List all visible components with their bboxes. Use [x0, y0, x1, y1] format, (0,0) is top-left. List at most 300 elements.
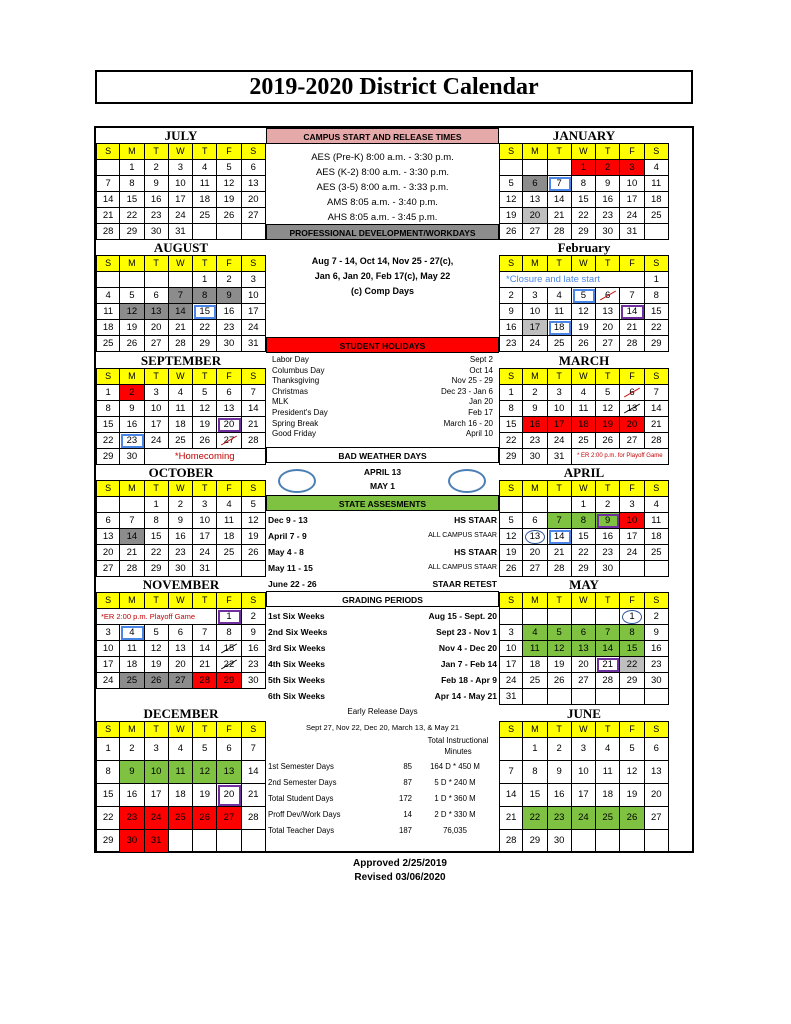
day-cell: 15	[572, 529, 596, 545]
month-name: DECEMBER	[96, 706, 266, 722]
week-row	[499, 401, 669, 417]
day-cell: 8	[572, 513, 596, 529]
day-cell: 22	[193, 320, 217, 336]
weekday-cell: F	[217, 481, 241, 497]
approved-date: Approved 2/25/2019	[353, 858, 447, 869]
weekday-cell: F	[217, 593, 241, 609]
day-cell: 25	[645, 208, 669, 224]
weekday-cell: S	[96, 256, 120, 272]
day-cell: 25	[193, 208, 217, 224]
day-cell: 28	[548, 224, 572, 240]
weekday-cell: S	[242, 256, 266, 272]
day-cell: 14	[499, 784, 523, 807]
day-cell: 28	[596, 673, 620, 689]
weekday-cell: S	[499, 481, 523, 497]
day-cell: 13	[96, 529, 120, 545]
day-cell: 24	[620, 545, 644, 561]
day-cell: 7	[242, 738, 266, 761]
campus-line: AES (Pre-K) 8:00 a.m. - 3:30 p.m.	[311, 152, 454, 163]
weekday-cell: T	[145, 256, 169, 272]
day-cell	[596, 830, 620, 853]
day-cell: 21	[242, 784, 266, 807]
cloud-icon	[278, 469, 316, 493]
day-cell: 2	[242, 609, 266, 625]
day-cell: 20	[217, 784, 241, 807]
day-cell: 4	[645, 160, 669, 176]
week-row	[96, 304, 266, 320]
month-name: February	[499, 240, 669, 256]
holiday-row: Thanksgiving Nov 25 - 29	[272, 376, 493, 386]
weekday-cell: F	[620, 722, 644, 738]
day-cell: 26	[499, 561, 523, 577]
month-october	[96, 465, 266, 577]
day-cell: 16	[120, 784, 144, 807]
week-row	[96, 208, 266, 224]
day-cell: 11	[523, 641, 547, 657]
day-cell: 4	[217, 497, 241, 513]
week-row	[96, 738, 266, 761]
weekday-cell: M	[120, 369, 144, 385]
month-note: *ER 2:00 p.m. Playoff Game	[96, 609, 217, 625]
day-cell: 23	[499, 336, 523, 352]
weekday-cell: M	[120, 593, 144, 609]
weekday-cell: T	[548, 593, 572, 609]
day-cell: 16	[548, 784, 572, 807]
day-cell: 10	[96, 641, 120, 657]
day-cell: 1	[523, 738, 547, 761]
day-cell: 11	[572, 401, 596, 417]
week-row	[499, 561, 669, 577]
day-cell: 9	[499, 304, 523, 320]
day-cell: 12	[193, 761, 217, 784]
day-cell: 7	[242, 385, 266, 401]
day-cell	[169, 830, 193, 853]
week-row	[96, 830, 266, 853]
staar-header: STATE ASSESMENTS	[266, 495, 499, 511]
day-cell: 18	[169, 784, 193, 807]
day-cell: 1	[145, 497, 169, 513]
day-cell: 10	[145, 761, 169, 784]
staar-row: May 11 - 15 ALL CAMPUS STAAR	[268, 563, 497, 573]
day-cell: 12	[499, 529, 523, 545]
day-cell: 11	[169, 761, 193, 784]
day-cell: 25	[548, 336, 572, 352]
day-cell: 17	[145, 417, 169, 433]
day-cell: 2	[596, 160, 620, 176]
day-cell: 3	[169, 160, 193, 176]
day-cell: 26	[242, 545, 266, 561]
day-cell: 30	[169, 561, 193, 577]
day-cell: 24	[145, 433, 169, 449]
pd-line: Jan 6, Jan 20, Feb 17(c), May 22	[314, 271, 451, 281]
weekday-cell: S	[499, 256, 523, 272]
day-cell: 2	[120, 738, 144, 761]
weekday-cell: T	[596, 369, 620, 385]
weekday-cell: M	[523, 144, 547, 160]
day-cell: 30	[217, 336, 241, 352]
day-cell: 6	[96, 513, 120, 529]
holiday-row: MLK Jan 20	[272, 397, 493, 407]
week-row	[499, 513, 669, 529]
week-row	[96, 657, 266, 673]
week-row	[96, 192, 266, 208]
campus-line: AES (3-5) 8:00 a.m. - 3:33 p.m.	[316, 182, 449, 193]
day-cell: 13	[645, 761, 669, 784]
day-cell: 27	[169, 673, 193, 689]
day-cell: 16	[217, 304, 241, 320]
pd-line: Aug 7 - 14, Oct 14, Nov 25 - 27(c),	[311, 256, 454, 266]
day-cell	[242, 830, 266, 853]
day-cell: 28	[120, 561, 144, 577]
day-cell: 6	[645, 738, 669, 761]
day-cell	[548, 609, 572, 625]
day-cell	[548, 497, 572, 513]
day-cell: 22	[620, 657, 644, 673]
day-cell	[548, 689, 572, 705]
weekday-cell: S	[499, 722, 523, 738]
day-cell: 20	[145, 320, 169, 336]
day-cell: 23	[217, 320, 241, 336]
day-cell: 29	[96, 449, 120, 465]
week-row	[96, 641, 266, 657]
day-cell: 13	[217, 761, 241, 784]
weekday-cell: S	[645, 256, 669, 272]
day-cell: 8	[96, 761, 120, 784]
day-cell: 30	[120, 449, 144, 465]
day-cell: 6	[572, 625, 596, 641]
day-cell: 21	[620, 320, 644, 336]
day-cell: 5	[193, 738, 217, 761]
day-cell	[645, 561, 669, 577]
day-cell: 14	[596, 641, 620, 657]
holiday-row: Spring Break March 16 - 20	[272, 418, 493, 428]
day-cell: 17	[523, 320, 547, 336]
day-cell: 8	[96, 401, 120, 417]
day-cell: 12	[572, 304, 596, 320]
month-august	[96, 240, 266, 352]
day-cell: 23	[596, 208, 620, 224]
day-cell	[217, 224, 241, 240]
weekday-row	[96, 144, 266, 160]
day-cell: 3	[145, 738, 169, 761]
day-cell: 14	[645, 401, 669, 417]
month-name: AUGUST	[96, 240, 266, 256]
day-cell: 20	[645, 784, 669, 807]
day-cell: 4	[572, 385, 596, 401]
day-cell: 7	[169, 288, 193, 304]
day-cell: 10	[620, 513, 644, 529]
day-cell	[193, 224, 217, 240]
day-cell: 2	[645, 609, 669, 625]
day-cell: 11	[169, 401, 193, 417]
day-cell: 23	[596, 545, 620, 561]
week-row	[499, 689, 669, 705]
day-cell: 13	[572, 641, 596, 657]
day-cell: 12	[596, 401, 620, 417]
week-row	[499, 449, 669, 465]
day-cell: 19	[499, 545, 523, 561]
day-cell: 21	[548, 208, 572, 224]
day-cell	[120, 497, 144, 513]
weather-days	[266, 463, 499, 495]
day-cell: 1	[96, 385, 120, 401]
day-cell: 7	[193, 625, 217, 641]
day-cell: 17	[572, 784, 596, 807]
day-cell: 5	[572, 288, 596, 304]
day-cell: 17	[145, 784, 169, 807]
week-row	[499, 433, 669, 449]
day-cell: 1	[193, 272, 217, 288]
day-cell: 15	[499, 417, 523, 433]
day-cell: 11	[596, 761, 620, 784]
day-cell: 17	[620, 192, 644, 208]
day-cell: 12	[145, 641, 169, 657]
day-cell: 19	[242, 529, 266, 545]
weekday-cell: T	[145, 593, 169, 609]
day-cell: 16	[145, 192, 169, 208]
day-cell: 7	[120, 513, 144, 529]
day-cell: 16	[242, 641, 266, 657]
holiday-row: Labor Day Sept 2	[272, 355, 493, 364]
holiday-row: Good Friday April 10	[272, 429, 493, 439]
weekday-row	[499, 593, 669, 609]
stats-row: 1st Semester Days 85 164 D * 450 M	[268, 762, 480, 771]
weekday-cell: S	[499, 144, 523, 160]
day-cell: 2	[499, 288, 523, 304]
weather-day: APRIL 13	[363, 467, 402, 477]
day-cell: 28	[193, 673, 217, 689]
week-row	[96, 497, 266, 513]
day-cell: 29	[523, 830, 547, 853]
day-cell: 3	[523, 288, 547, 304]
day-cell: 10	[242, 288, 266, 304]
day-cell: 14	[242, 761, 266, 784]
day-cell: 18	[523, 657, 547, 673]
week-row	[499, 224, 669, 240]
weekday-cell: T	[596, 144, 620, 160]
day-cell: 21	[596, 657, 620, 673]
day-cell: 23	[645, 657, 669, 673]
weekday-cell: M	[523, 593, 547, 609]
day-cell: 27	[523, 561, 547, 577]
day-cell: 11	[217, 513, 241, 529]
month-june	[499, 706, 669, 853]
weekday-cell: S	[242, 144, 266, 160]
grading-row: 6th Six Weeks Apr 14 - May 21	[268, 691, 497, 701]
weekday-cell: T	[596, 722, 620, 738]
day-cell: 26	[499, 224, 523, 240]
day-cell: 27	[645, 807, 669, 830]
day-cell	[572, 830, 596, 853]
holidays-list	[266, 353, 499, 447]
day-cell: 22	[145, 545, 169, 561]
day-cell	[499, 160, 523, 176]
day-cell: 7	[96, 176, 120, 192]
month-february	[499, 240, 669, 352]
weekday-row	[499, 256, 669, 272]
day-cell: 23	[523, 433, 547, 449]
day-cell: 7	[645, 385, 669, 401]
day-cell: 15	[120, 192, 144, 208]
weekday-cell: F	[217, 722, 241, 738]
week-row	[499, 609, 669, 625]
day-cell	[572, 689, 596, 705]
week-row	[96, 807, 266, 830]
day-cell: 5	[596, 385, 620, 401]
day-cell: 21	[120, 545, 144, 561]
staar-row: April 7 - 9 ALL CAMPUS STAAR	[268, 531, 497, 541]
day-cell: 5	[145, 625, 169, 641]
day-cell: 29	[96, 830, 120, 853]
day-cell: 10	[548, 401, 572, 417]
weekday-row	[499, 481, 669, 497]
day-cell: 30	[145, 224, 169, 240]
day-cell: 9	[120, 761, 144, 784]
day-cell: 19	[193, 417, 217, 433]
weekday-cell: M	[120, 481, 144, 497]
day-cell: 16	[499, 320, 523, 336]
day-cell: 25	[596, 807, 620, 830]
day-cell	[193, 830, 217, 853]
day-cell: 20	[523, 545, 547, 561]
day-cell: 6	[169, 625, 193, 641]
day-cell: 6	[620, 385, 644, 401]
stats-row: Total Student Days 172 1 D * 360 M	[268, 794, 476, 803]
day-cell: 30	[596, 561, 620, 577]
day-cell	[572, 609, 596, 625]
day-cell: 26	[572, 336, 596, 352]
weekday-cell: W	[572, 369, 596, 385]
day-cell	[217, 830, 241, 853]
day-cell: 4	[169, 385, 193, 401]
staar-row: June 22 - 26 STAAR RETEST	[268, 579, 497, 589]
day-cell: 5	[120, 288, 144, 304]
day-cell: 13	[217, 401, 241, 417]
day-cell: 31	[242, 336, 266, 352]
day-cell: 13	[145, 304, 169, 320]
month-name: MAY	[499, 577, 669, 593]
day-cell: 1	[572, 160, 596, 176]
day-cell	[499, 497, 523, 513]
day-cell: 2	[169, 497, 193, 513]
day-cell: 15	[96, 784, 120, 807]
day-cell: 17	[96, 657, 120, 673]
day-cell: 26	[120, 336, 144, 352]
day-cell: 25	[645, 545, 669, 561]
day-cell: 14	[169, 304, 193, 320]
day-cell: 14	[193, 641, 217, 657]
day-cell: 27	[217, 807, 241, 830]
day-cell: 24	[499, 673, 523, 689]
day-cell: 6	[523, 176, 547, 192]
day-cell: 18	[645, 192, 669, 208]
campus-line: AHS 8:05 a.m. - 3:45 p.m.	[327, 212, 438, 223]
weekday-cell: F	[620, 256, 644, 272]
day-cell: 14	[548, 529, 572, 545]
week-row	[499, 320, 669, 336]
day-cell: 12	[548, 641, 572, 657]
weekday-cell: M	[120, 144, 144, 160]
tim-label: Total Instructional Minutes	[427, 736, 489, 756]
week-row	[96, 160, 266, 176]
day-cell: 29	[217, 673, 241, 689]
day-cell: 20	[169, 657, 193, 673]
week-row	[499, 160, 669, 176]
staar-row: May 4 - 8 HS STAAR	[268, 547, 497, 557]
weekday-row	[96, 481, 266, 497]
day-cell	[620, 689, 644, 705]
week-row	[96, 673, 266, 689]
week-row	[96, 545, 266, 561]
day-cell: 1	[217, 609, 241, 625]
er-label: Early Release Days	[347, 707, 418, 716]
day-cell: 5	[499, 513, 523, 529]
day-cell: 1	[499, 385, 523, 401]
day-cell: 9	[548, 761, 572, 784]
day-cell: 16	[169, 529, 193, 545]
day-cell: 6	[217, 738, 241, 761]
campus-line: AES (K-2) 8:00 a.m. - 3:30 p.m.	[315, 167, 450, 178]
week-row	[499, 208, 669, 224]
weekday-cell: T	[145, 722, 169, 738]
day-cell	[620, 561, 644, 577]
day-cell: 4	[596, 738, 620, 761]
center-info	[266, 128, 499, 845]
month-may	[499, 577, 669, 705]
month-name: NOVEMBER	[96, 577, 266, 593]
day-cell: 18	[217, 529, 241, 545]
day-cell: 3	[499, 625, 523, 641]
day-cell: 27	[596, 336, 620, 352]
day-cell: 6	[596, 288, 620, 304]
day-cell: 3	[145, 385, 169, 401]
day-cell: 31	[620, 224, 644, 240]
day-cell: 16	[523, 417, 547, 433]
week-row	[96, 336, 266, 352]
day-cell: 20	[523, 208, 547, 224]
weekday-cell: W	[169, 481, 193, 497]
day-cell: 4	[96, 288, 120, 304]
weekday-cell: S	[645, 369, 669, 385]
day-cell: 8	[217, 625, 241, 641]
week-row	[96, 761, 266, 784]
week-row	[499, 738, 669, 761]
day-cell: 15	[645, 304, 669, 320]
month-september	[96, 353, 266, 465]
day-cell: 2	[217, 272, 241, 288]
day-cell: 12	[620, 761, 644, 784]
day-cell	[96, 272, 120, 288]
day-cell: 11	[548, 304, 572, 320]
day-cell	[145, 272, 169, 288]
grading-row: 2nd Six Weeks Sept 23 - Nov 1	[268, 627, 497, 637]
day-cell: 22	[96, 807, 120, 830]
day-cell: 17	[548, 417, 572, 433]
day-cell: 17	[242, 304, 266, 320]
week-row	[96, 449, 266, 465]
weekday-cell: S	[499, 369, 523, 385]
weekday-cell: F	[620, 144, 644, 160]
weekday-cell: M	[523, 256, 547, 272]
day-cell: 14	[120, 529, 144, 545]
day-cell	[596, 609, 620, 625]
week-row	[96, 320, 266, 336]
day-cell: 9	[145, 176, 169, 192]
week-row	[499, 625, 669, 641]
weekday-cell: S	[242, 722, 266, 738]
day-cell: 20	[96, 545, 120, 561]
day-cell	[523, 497, 547, 513]
